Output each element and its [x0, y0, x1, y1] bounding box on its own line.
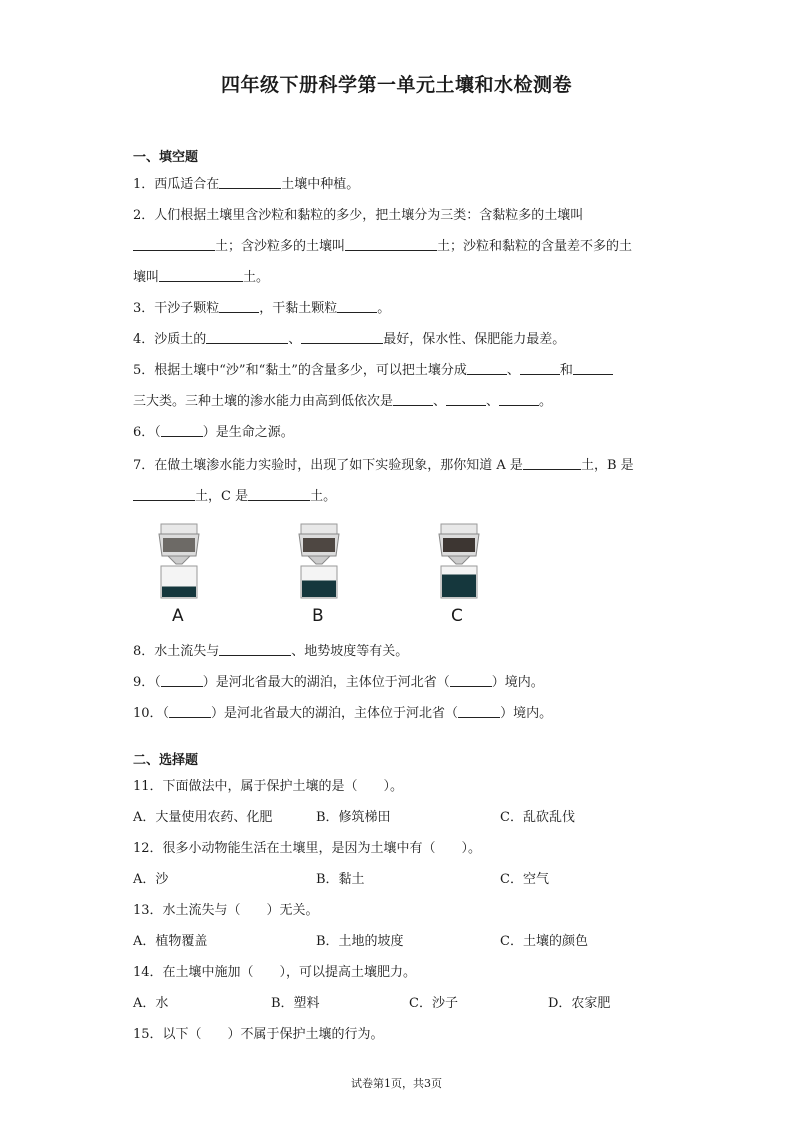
question-text: 。 [539, 394, 553, 409]
answer-blank[interactable] [337, 300, 377, 313]
option-c[interactable]: C．乱砍乱伐 [500, 810, 575, 825]
option-d[interactable]: D．农家肥 [548, 996, 611, 1011]
question-6 [133, 421, 294, 440]
option-a[interactable]: A．水 [133, 996, 169, 1011]
option-c[interactable]: C．沙子 [409, 996, 458, 1011]
answer-blank[interactable] [219, 176, 281, 189]
answer-blank[interactable] [393, 393, 433, 406]
question-text: 8．水土流失与 [133, 644, 220, 659]
beaker-a-image [152, 522, 206, 600]
question-text: 土。 [310, 489, 337, 504]
question-text: ）境内。 [500, 706, 553, 721]
question-5-cont [133, 390, 552, 409]
question-2-cont [133, 266, 269, 285]
question-2-cont [133, 235, 632, 254]
question-text: ，干黏土颗粒 [259, 301, 338, 316]
question-3 [133, 297, 390, 316]
question-text: ）是生命之源。 [202, 425, 294, 440]
answer-blank[interactable] [467, 362, 507, 375]
option-a[interactable]: A．大量使用农药、化肥 [133, 810, 273, 825]
option-c[interactable]: C．空气 [500, 872, 549, 887]
water-level-b [302, 581, 336, 598]
answer-blank[interactable] [520, 362, 560, 375]
question-text: 土壤中种植。 [281, 177, 360, 192]
question-text: 、 [506, 363, 520, 378]
question-text: 3．干沙子颗粒 [133, 301, 220, 316]
figure-label-c: C [451, 606, 463, 626]
question-text: 1．西瓜适合在 [133, 177, 220, 192]
option-b[interactable]: B．修筑梯田 [316, 810, 391, 825]
option-a[interactable]: A．植物覆盖 [133, 934, 208, 949]
question-text: 6．（ [133, 425, 161, 440]
question-text: ）境内。 [491, 675, 544, 690]
answer-blank[interactable] [206, 331, 288, 344]
answer-blank[interactable] [523, 457, 581, 470]
option-a[interactable]: A．沙 [133, 872, 169, 887]
answer-blank[interactable] [458, 705, 500, 718]
page-title: 四年级下册科学第一单元土壤和水检测卷 [220, 74, 572, 96]
water-level-a [162, 587, 196, 598]
question-7-cont [133, 485, 336, 504]
beaker-b-image [292, 522, 346, 600]
answer-blank[interactable] [345, 238, 437, 251]
question-text: 、 [288, 332, 302, 347]
answer-blank[interactable] [133, 488, 195, 501]
option-b[interactable]: B．黏土 [316, 872, 365, 887]
question-13: 13．水土流失与（ ）无关。 [133, 903, 319, 918]
question-8 [133, 640, 408, 659]
question-15: 15．以下（ ）不属于保护土壤的行为。 [133, 1027, 384, 1042]
answer-blank[interactable] [161, 424, 203, 437]
question-text: 壤叫 [133, 270, 160, 285]
water-level-c [442, 575, 476, 598]
option-c[interactable]: C．土壤的颜色 [500, 934, 588, 949]
question-7 [133, 454, 634, 473]
question-text: 9．（ [133, 675, 161, 690]
question-text: 5．根据土壤中“沙”和“黏土”的含量多少，可以把土壤分成 [133, 363, 467, 378]
question-2 [133, 204, 583, 223]
question-text: 、 [486, 394, 500, 409]
question-text: 、 [433, 394, 447, 409]
question-9 [133, 671, 544, 690]
question-text: 10．（ [133, 706, 170, 721]
question-text: 土，B 是 [580, 458, 634, 473]
answer-blank[interactable] [301, 331, 383, 344]
question-text: 最好，保水性、保肥能力最差。 [383, 332, 566, 347]
figure-label-a: A [172, 606, 184, 626]
answer-blank[interactable] [161, 674, 203, 687]
question-11: 11．下面做法中，属于保护土壤的是（ ）。 [133, 779, 404, 794]
question-text: 土；含沙粒多的土壤叫 [215, 239, 346, 254]
answer-blank[interactable] [219, 643, 291, 656]
question-12: 12．很多小动物能生活在土壤里，是因为土壤中有（ ）。 [133, 841, 482, 856]
answer-blank[interactable] [169, 705, 211, 718]
page-footer: 试卷第1页，共3页 [351, 1077, 442, 1090]
question-text: 、地势坡度等有关。 [291, 644, 409, 659]
section-multiple-choice: 二、选择题 [133, 753, 199, 768]
question-text: 7．在做土壤渗水能力实验时，出现了如下实验现象，那你知道 A 是 [133, 458, 523, 473]
section-fill-in-blank: 一、填空题 [133, 150, 199, 165]
question-text: 。 [377, 301, 391, 316]
option-b[interactable]: B．土地的坡度 [316, 934, 404, 949]
answer-blank[interactable] [159, 269, 243, 282]
question-text: 4．沙质土的 [133, 332, 207, 347]
question-text: 2．人们根据土壤里含沙粒和黏粒的多少，把土壤分为三类：含黏粒多的土壤叫 [133, 208, 584, 223]
question-text: 土；沙粒和黏粒的含量差不多的土 [437, 239, 633, 254]
option-b[interactable]: B．塑料 [271, 996, 320, 1011]
answer-blank[interactable] [219, 300, 259, 313]
question-10 [133, 702, 552, 721]
figure-label-b: B [312, 606, 324, 626]
answer-blank[interactable] [499, 393, 539, 406]
question-text: ）是河北省最大的湖泊，主体位于河北省（ [211, 706, 459, 721]
answer-blank[interactable] [133, 238, 215, 251]
answer-blank[interactable] [450, 674, 492, 687]
question-text: ）是河北省最大的湖泊，主体位于河北省（ [202, 675, 450, 690]
answer-blank[interactable] [248, 488, 310, 501]
question-4 [133, 328, 565, 347]
question-5 [133, 359, 613, 378]
question-14: 14．在土壤中施加（ ），可以提高土壤肥力。 [133, 965, 417, 980]
answer-blank[interactable] [573, 362, 613, 375]
question-1 [133, 173, 359, 192]
question-text: 三大类。三种土壤的渗水能力由高到低依次是 [133, 394, 394, 409]
answer-blank[interactable] [446, 393, 486, 406]
question-text: 土，C 是 [195, 489, 249, 504]
question-text: 和 [559, 363, 573, 378]
beaker-c-image [432, 522, 486, 600]
question-text: 土。 [243, 270, 270, 285]
